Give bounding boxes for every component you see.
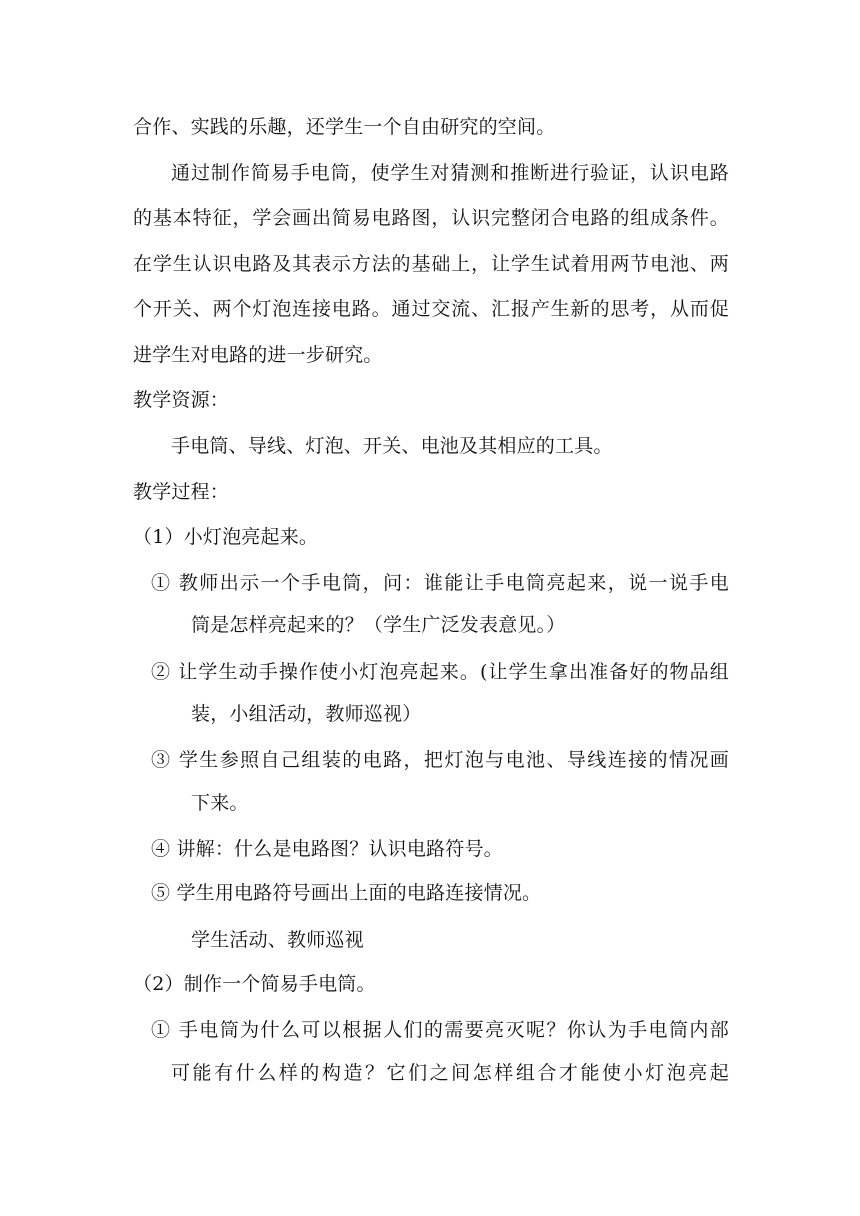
subsection-heading: （1）小灯泡亮起来。 bbox=[133, 526, 319, 548]
list-item: ① 教师出示一个手电筒，问：谁能让手电筒亮起来，说一说手电 bbox=[151, 572, 729, 594]
list-item: ⑤ 学生用电路符号画出上面的电路连接情况。 bbox=[151, 882, 542, 904]
subsection-heading: （2）制作一个简易手电筒。 bbox=[133, 973, 376, 995]
paragraph-line: 个开关、两个灯泡连接电路。通过交流、汇报产生新的思考，从而促 bbox=[133, 298, 729, 320]
list-item-continuation: 可能有什么样的构造？它们之间怎样组合才能使小灯泡亮起 bbox=[171, 1062, 729, 1084]
paragraph-line: 通过制作简易手电筒，使学生对猜测和推断进行验证，认识电路 bbox=[171, 162, 729, 184]
section-heading: 教学资源： bbox=[133, 389, 230, 411]
list-item: ① 手电筒为什么可以根据人们的需要亮灭呢？你认为手电筒内部 bbox=[151, 1019, 729, 1041]
paragraph-line: 的基本特征，学会画出简易电路图，认识完整闭合电路的组成条件。 bbox=[133, 207, 729, 229]
paragraph-line: 进学生对电路的进一步研究。 bbox=[133, 344, 383, 366]
text-line: 学生活动、教师巡视 bbox=[191, 929, 364, 951]
section-heading: 教学过程： bbox=[133, 481, 230, 503]
list-item-continuation: 筒是怎样亮起来的？（学生广泛发表意见。） bbox=[191, 614, 566, 636]
text-line: 合作、实践的乐趣，还学生一个自由研究的空间。 bbox=[133, 116, 556, 138]
list-item-continuation: 装，小组活动，教师巡视） bbox=[191, 703, 422, 725]
list-item-continuation: 下来。 bbox=[191, 792, 249, 814]
list-item: ④ 讲解：什么是电路图？认识电路符号。 bbox=[151, 838, 503, 860]
text-line: 手电筒、导线、灯泡、开关、电池及其相应的工具。 bbox=[171, 435, 613, 457]
paragraph-line: 在学生认识电路及其表示方法的基础上，让学生试着用两节电池、两 bbox=[133, 253, 729, 275]
list-item: ③ 学生参照自己组装的电路，把灯泡与电池、导线连接的情况画 bbox=[151, 749, 729, 771]
list-item: ② 让学生动手操作使小灯泡亮起来。(让学生拿出准备好的物品组 bbox=[151, 661, 729, 683]
